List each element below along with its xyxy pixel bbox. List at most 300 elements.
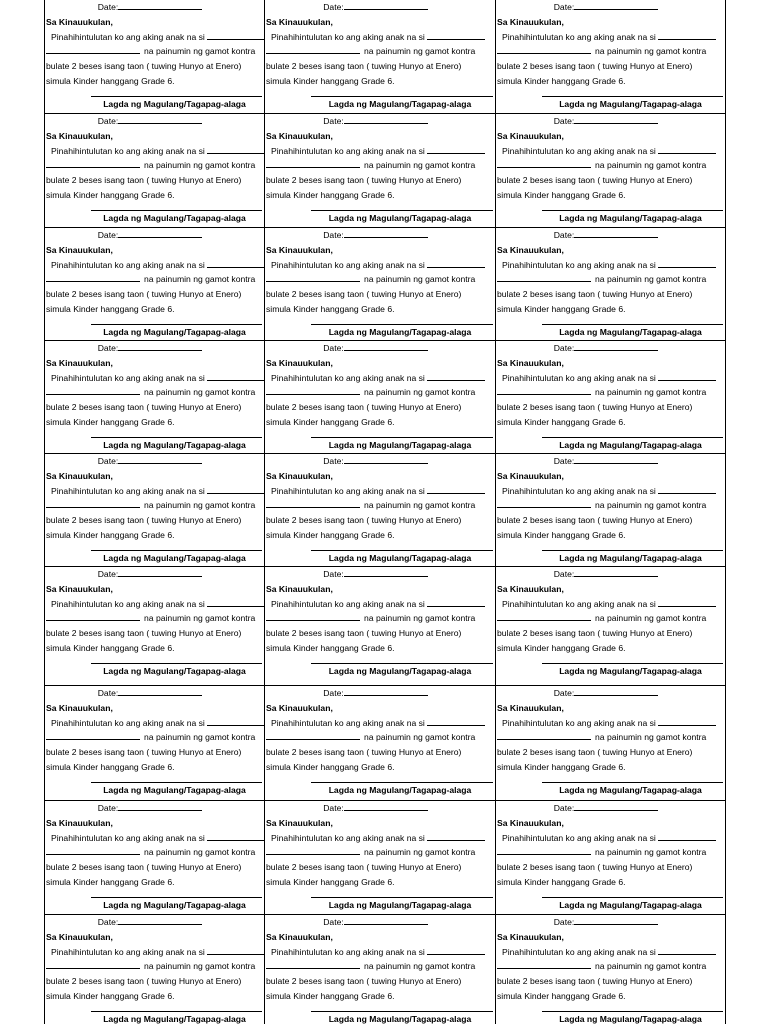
date-blank [344,916,428,925]
consent-slip-sheet [44,0,726,1024]
child-name-blank [658,598,716,607]
child-name-blank [207,372,265,381]
consent-text-1: Pinahihintulutan ko ang aking anak na si [502,832,656,843]
salutation: Sa Kinauukulan, [497,16,564,27]
date-blank [344,229,428,238]
child-name-blank-continued [266,273,360,282]
consent-line-3: bulate 2 beses isang taon ( tuwing Hunyo at Enero) [46,515,242,526]
consent-slip [45,915,265,1024]
signature-label: Lagda ng Magulang/Tagapag-alaga [328,900,472,910]
consent-text-1: Pinahihintulutan ko ang aking anak na si [271,372,425,383]
salutation: Sa Kinauukulan, [497,130,564,141]
consent-text-2: na painumin ng gamot kontra [144,274,256,285]
consent-line-3: bulate 2 beses isang taon ( tuwing Hunyo at Enero) [497,61,693,72]
salutation: Sa Kinauukulan, [266,357,333,368]
consent-text-1: Pinahihintulutan ko ang aking anak na si [271,485,425,496]
date-label: Date: [97,116,119,126]
consent-line-2 [46,44,264,59]
date-label: Date: [97,569,119,579]
signature-line [542,897,723,898]
consent-line-2 [266,158,495,173]
consent-text-2: na painumin ng gamot kontra [364,847,476,858]
consent-line-3: bulate 2 beses isang taon ( tuwing Hunyo at Enero) [497,515,693,526]
date-field [266,114,495,129]
consent-text-1: Pinahihintulutan ko ang aking anak na si [502,259,656,270]
date-label: Date: [323,2,344,12]
consent-line-2 [46,158,264,173]
signature-label: Lagda ng Magulang/Tagapag-alaga [103,666,246,676]
consent-line-4: simula Kinder hanggang Grade 6. [46,876,175,887]
date-field [497,915,725,930]
salutation: Sa Kinauukulan, [266,244,333,255]
date-blank [118,342,202,351]
consent-line-1 [497,484,725,499]
consent-line-1 [46,258,264,273]
signature-label: Lagda ng Magulang/Tagapag-alaga [103,1014,246,1024]
consent-line-1 [266,716,495,731]
date-field [497,0,725,15]
signature-label: Lagda ng Magulang/Tagapag-alaga [328,553,472,563]
consent-line-2 [266,959,495,974]
salutation: Sa Kinauukulan, [46,583,113,594]
consent-slip [265,0,496,114]
date-blank [118,802,202,811]
child-name-blank [207,485,265,494]
consent-line-2 [266,385,495,400]
signature-line [542,210,723,211]
consent-line-1 [46,831,264,846]
consent-slip [45,114,265,228]
date-blank [118,916,202,925]
consent-text-1: Pinahihintulutan ko ang aking anak na si [51,598,205,609]
consent-line-3: bulate 2 beses isang taon ( tuwing Hunyo at Enero) [497,747,693,758]
signature-line [311,897,493,898]
child-name-blank-continued [46,273,140,282]
date-label: Date: [97,456,119,466]
child-name-blank-continued [46,499,140,508]
date-blank [118,115,202,124]
date-blank [574,1,658,10]
consent-text-2: na painumin ng gamot kontra [364,387,476,398]
signature-label: Lagda ng Magulang/Tagapag-alaga [559,99,702,109]
signature-label: Lagda ng Magulang/Tagapag-alaga [328,1014,472,1024]
date-label: Date: [97,688,119,698]
consent-text-1: Pinahihintulutan ko ang aking anak na si [51,145,205,156]
consent-line-1 [497,371,725,386]
child-name-blank [207,31,265,40]
consent-line-3: bulate 2 beses isang taon ( tuwing Hunyo at Enero) [266,515,462,526]
signature-label: Lagda ng Magulang/Tagapag-alaga [559,785,702,795]
signature-label: Lagda ng Magulang/Tagapag-alaga [559,327,702,337]
signature-line [542,550,723,551]
child-name-blank [207,946,265,955]
consent-line-4: simula Kinder hanggang Grade 6. [497,529,626,540]
consent-text-1: Pinahihintulutan ko ang aking anak na si [271,31,425,42]
date-blank [344,1,428,10]
salutation: Sa Kinauukulan, [46,702,113,713]
signature-label: Lagda ng Magulang/Tagapag-alaga [328,213,472,223]
date-field [46,114,264,129]
date-label: Date: [97,2,119,12]
signature-label: Lagda ng Magulang/Tagapag-alaga [103,440,246,450]
consent-slip [496,0,725,114]
consent-line-3: bulate 2 beses isang taon ( tuwing Hunyo at Enero) [266,976,462,987]
signature-label: Lagda ng Magulang/Tagapag-alaga [103,213,246,223]
consent-line-3: bulate 2 beses isang taon ( tuwing Hunyo at Enero) [266,628,462,639]
signature-line [542,96,723,97]
signature-label: Lagda ng Magulang/Tagapag-alaga [103,327,246,337]
child-name-blank [658,259,716,268]
child-name-blank [427,946,485,955]
consent-line-2 [46,959,264,974]
consent-line-1 [497,597,725,612]
consent-line-2 [266,44,495,59]
consent-line-3: bulate 2 beses isang taon ( tuwing Hunyo at Enero) [46,976,242,987]
salutation: Sa Kinauukulan, [497,583,564,594]
date-field [46,0,264,15]
consent-slip [265,454,496,567]
salutation: Sa Kinauukulan, [497,931,564,942]
consent-line-3: bulate 2 beses isang taon ( tuwing Hunyo at Enero) [266,402,462,413]
consent-line-3: bulate 2 beses isang taon ( tuwing Hunyo at Enero) [266,175,462,186]
date-field [266,341,495,356]
date-label: Date: [323,456,344,466]
consent-text-2: na painumin ng gamot kontra [595,961,707,972]
consent-line-3: bulate 2 beses isang taon ( tuwing Hunyo at Enero) [266,61,462,72]
consent-text-1: Pinahihintulutan ko ang aking anak na si [502,145,656,156]
child-name-blank-continued [266,386,360,395]
date-label: Date: [323,688,344,698]
date-blank [574,916,658,925]
child-name-blank-continued [46,159,140,168]
child-name-blank-continued [266,960,360,969]
date-label: Date: [553,116,575,126]
child-name-blank [658,485,716,494]
consent-line-4: simula Kinder hanggang Grade 6. [497,75,626,86]
consent-line-2 [497,845,725,860]
signature-line [91,437,262,438]
date-label: Date: [553,343,575,353]
date-field [46,341,264,356]
consent-slip [265,114,496,228]
consent-text-2: na painumin ng gamot kontra [595,274,707,285]
consent-slip [45,686,265,801]
consent-text-2: na painumin ng gamot kontra [595,160,707,171]
consent-line-3: bulate 2 beses isang taon ( tuwing Hunyo at Enero) [497,402,693,413]
child-name-blank-continued [266,731,360,740]
date-field [497,341,725,356]
child-name-blank [658,31,716,40]
consent-line-4: simula Kinder hanggang Grade 6. [46,189,175,200]
signature-line [311,782,493,783]
consent-line-1 [266,258,495,273]
date-label: Date: [553,688,575,698]
child-name-blank [658,717,716,726]
consent-line-3: bulate 2 beses isang taon ( tuwing Hunyo at Enero) [46,862,242,873]
salutation: Sa Kinauukulan, [46,931,113,942]
consent-text-1: Pinahihintulutan ko ang aking anak na si [271,259,425,270]
consent-line-4: simula Kinder hanggang Grade 6. [497,189,626,200]
consent-text-1: Pinahihintulutan ko ang aking anak na si [502,598,656,609]
child-name-blank-continued [497,273,591,282]
signature-line [311,210,493,211]
child-name-blank-continued [497,386,591,395]
consent-text-1: Pinahihintulutan ko ang aking anak na si [51,946,205,957]
consent-slip [265,915,496,1024]
consent-line-4: simula Kinder hanggang Grade 6. [266,642,395,653]
consent-line-2 [497,385,725,400]
date-blank [574,568,658,577]
date-label: Date: [97,917,119,927]
date-field [46,228,264,243]
consent-slip [265,341,496,454]
child-name-blank-continued [497,846,591,855]
child-name-blank [207,145,265,154]
consent-text-2: na painumin ng gamot kontra [144,46,256,57]
consent-line-3: bulate 2 beses isang taon ( tuwing Hunyo at Enero) [46,747,242,758]
consent-line-4: simula Kinder hanggang Grade 6. [497,642,626,653]
salutation: Sa Kinauukulan, [266,16,333,27]
signature-line [311,437,493,438]
consent-line-4: simula Kinder hanggang Grade 6. [46,529,175,540]
consent-line-2 [266,611,495,626]
date-blank [574,455,658,464]
child-name-blank [658,832,716,841]
salutation: Sa Kinauukulan, [266,817,333,828]
signature-line [91,897,262,898]
salutation: Sa Kinauukulan, [46,470,113,481]
date-field [46,567,264,582]
child-name-blank [658,372,716,381]
date-field [497,567,725,582]
date-label: Date: [323,917,344,927]
consent-line-2 [497,959,725,974]
consent-line-1 [266,144,495,159]
consent-text-1: Pinahihintulutan ko ang aking anak na si [271,946,425,957]
consent-slip [265,567,496,686]
consent-slip [496,567,725,686]
consent-slip [265,686,496,801]
child-name-blank [207,598,265,607]
consent-line-2 [497,158,725,173]
consent-line-1 [266,484,495,499]
signature-label: Lagda ng Magulang/Tagapag-alaga [559,666,702,676]
signature-line [91,96,262,97]
signature-label: Lagda ng Magulang/Tagapag-alaga [103,553,246,563]
signature-label: Lagda ng Magulang/Tagapag-alaga [559,900,702,910]
signature-label: Lagda ng Magulang/Tagapag-alaga [328,666,472,676]
consent-line-4: simula Kinder hanggang Grade 6. [497,761,626,772]
consent-slip [45,228,265,341]
consent-text-1: Pinahihintulutan ko ang aking anak na si [51,832,205,843]
child-name-blank-continued [497,612,591,621]
consent-text-1: Pinahihintulutan ko ang aking anak na si [51,259,205,270]
consent-slip [45,567,265,686]
consent-text-2: na painumin ng gamot kontra [144,613,256,624]
signature-line [91,324,262,325]
consent-line-1 [46,597,264,612]
consent-line-2 [266,272,495,287]
child-name-blank [658,145,716,154]
consent-text-2: na painumin ng gamot kontra [364,732,476,743]
signature-label: Lagda ng Magulang/Tagapag-alaga [559,1014,702,1024]
consent-line-1 [46,945,264,960]
date-field [497,228,725,243]
consent-line-3: bulate 2 beses isang taon ( tuwing Hunyo at Enero) [266,747,462,758]
signature-label: Lagda ng Magulang/Tagapag-alaga [103,785,246,795]
consent-line-4: simula Kinder hanggang Grade 6. [266,416,395,427]
child-name-blank [207,259,265,268]
date-label: Date: [553,917,575,927]
date-label: Date: [97,803,119,813]
consent-line-1 [497,945,725,960]
consent-slip [45,341,265,454]
consent-text-1: Pinahihintulutan ko ang aking anak na si [51,31,205,42]
consent-line-4: simula Kinder hanggang Grade 6. [266,303,395,314]
consent-text-2: na painumin ng gamot kontra [144,500,256,511]
consent-line-1 [46,484,264,499]
date-label: Date: [323,569,344,579]
consent-text-2: na painumin ng gamot kontra [595,46,707,57]
consent-line-4: simula Kinder hanggang Grade 6. [497,303,626,314]
consent-slip [45,454,265,567]
date-label: Date: [323,116,344,126]
consent-line-1 [46,144,264,159]
consent-line-1 [46,716,264,731]
consent-text-1: Pinahihintulutan ko ang aking anak na si [502,946,656,957]
consent-slip [496,341,725,454]
child-name-blank-continued [497,731,591,740]
signature-line [311,1011,493,1012]
date-blank [118,568,202,577]
consent-line-3: bulate 2 beses isang taon ( tuwing Hunyo at Enero) [497,976,693,987]
signature-line [311,96,493,97]
date-field [497,114,725,129]
child-name-blank-continued [46,45,140,54]
consent-line-1 [497,831,725,846]
consent-text-2: na painumin ng gamot kontra [144,387,256,398]
date-field [266,686,495,701]
consent-line-2 [266,730,495,745]
signature-label: Lagda ng Magulang/Tagapag-alaga [328,785,472,795]
salutation: Sa Kinauukulan, [46,357,113,368]
consent-text-2: na painumin ng gamot kontra [364,274,476,285]
child-name-blank [427,372,485,381]
signature-line [91,663,262,664]
date-field [266,454,495,469]
child-name-blank-continued [46,960,140,969]
signature-line [542,437,723,438]
date-blank [574,229,658,238]
consent-line-4: simula Kinder hanggang Grade 6. [266,761,395,772]
date-blank [344,568,428,577]
consent-line-4: simula Kinder hanggang Grade 6. [266,189,395,200]
date-blank [574,802,658,811]
consent-text-2: na painumin ng gamot kontra [595,387,707,398]
child-name-blank-continued [266,846,360,855]
consent-line-4: simula Kinder hanggang Grade 6. [497,416,626,427]
signature-line [91,550,262,551]
consent-line-2 [497,730,725,745]
signature-line [91,1011,262,1012]
date-blank [118,455,202,464]
signature-line [542,1011,723,1012]
child-name-blank [427,717,485,726]
consent-text-2: na painumin ng gamot kontra [364,961,476,972]
consent-line-1 [266,30,495,45]
consent-line-1 [497,144,725,159]
child-name-blank [427,832,485,841]
date-field [497,686,725,701]
consent-line-2 [46,498,264,513]
consent-line-3: bulate 2 beses isang taon ( tuwing Hunyo at Enero) [46,628,242,639]
consent-line-4: simula Kinder hanggang Grade 6. [497,876,626,887]
consent-slip [496,915,725,1024]
date-blank [574,115,658,124]
signature-line [91,210,262,211]
consent-slip [496,686,725,801]
consent-line-1 [266,945,495,960]
consent-text-2: na painumin ng gamot kontra [364,500,476,511]
consent-line-2 [497,611,725,626]
consent-line-2 [497,498,725,513]
consent-line-1 [46,30,264,45]
consent-slip [496,454,725,567]
salutation: Sa Kinauukulan, [497,817,564,828]
consent-slip [496,114,725,228]
child-name-blank-continued [497,159,591,168]
consent-line-4: simula Kinder hanggang Grade 6. [266,529,395,540]
consent-text-1: Pinahihintulutan ko ang aking anak na si [271,598,425,609]
salutation: Sa Kinauukulan, [497,470,564,481]
consent-text-2: na painumin ng gamot kontra [364,46,476,57]
child-name-blank [427,598,485,607]
consent-text-2: na painumin ng gamot kontra [595,847,707,858]
salutation: Sa Kinauukulan, [497,244,564,255]
consent-line-2 [46,845,264,860]
consent-line-2 [46,611,264,626]
salutation: Sa Kinauukulan, [266,470,333,481]
consent-line-4: simula Kinder hanggang Grade 6. [266,75,395,86]
consent-text-2: na painumin ng gamot kontra [595,500,707,511]
consent-line-3: bulate 2 beses isang taon ( tuwing Hunyo at Enero) [46,289,242,300]
consent-text-2: na painumin ng gamot kontra [595,732,707,743]
consent-line-2 [266,498,495,513]
consent-line-2 [266,845,495,860]
child-name-blank-continued [46,612,140,621]
date-label: Date: [97,230,119,240]
signature-line [542,782,723,783]
date-label: Date: [553,230,575,240]
consent-text-1: Pinahihintulutan ko ang aking anak na si [271,717,425,728]
consent-line-4: simula Kinder hanggang Grade 6. [46,303,175,314]
consent-slip [496,801,725,915]
child-name-blank-continued [497,960,591,969]
consent-line-4: simula Kinder hanggang Grade 6. [266,990,395,1001]
salutation: Sa Kinauukulan, [266,130,333,141]
consent-line-2 [46,730,264,745]
consent-text-1: Pinahihintulutan ko ang aking anak na si [502,485,656,496]
consent-text-2: na painumin ng gamot kontra [364,160,476,171]
consent-line-2 [497,272,725,287]
date-field [497,801,725,816]
consent-text-1: Pinahihintulutan ko ang aking anak na si [51,717,205,728]
consent-text-2: na painumin ng gamot kontra [144,732,256,743]
child-name-blank-continued [266,612,360,621]
signature-label: Lagda ng Magulang/Tagapag-alaga [328,327,472,337]
child-name-blank [427,31,485,40]
signature-label: Lagda ng Magulang/Tagapag-alaga [328,99,472,109]
